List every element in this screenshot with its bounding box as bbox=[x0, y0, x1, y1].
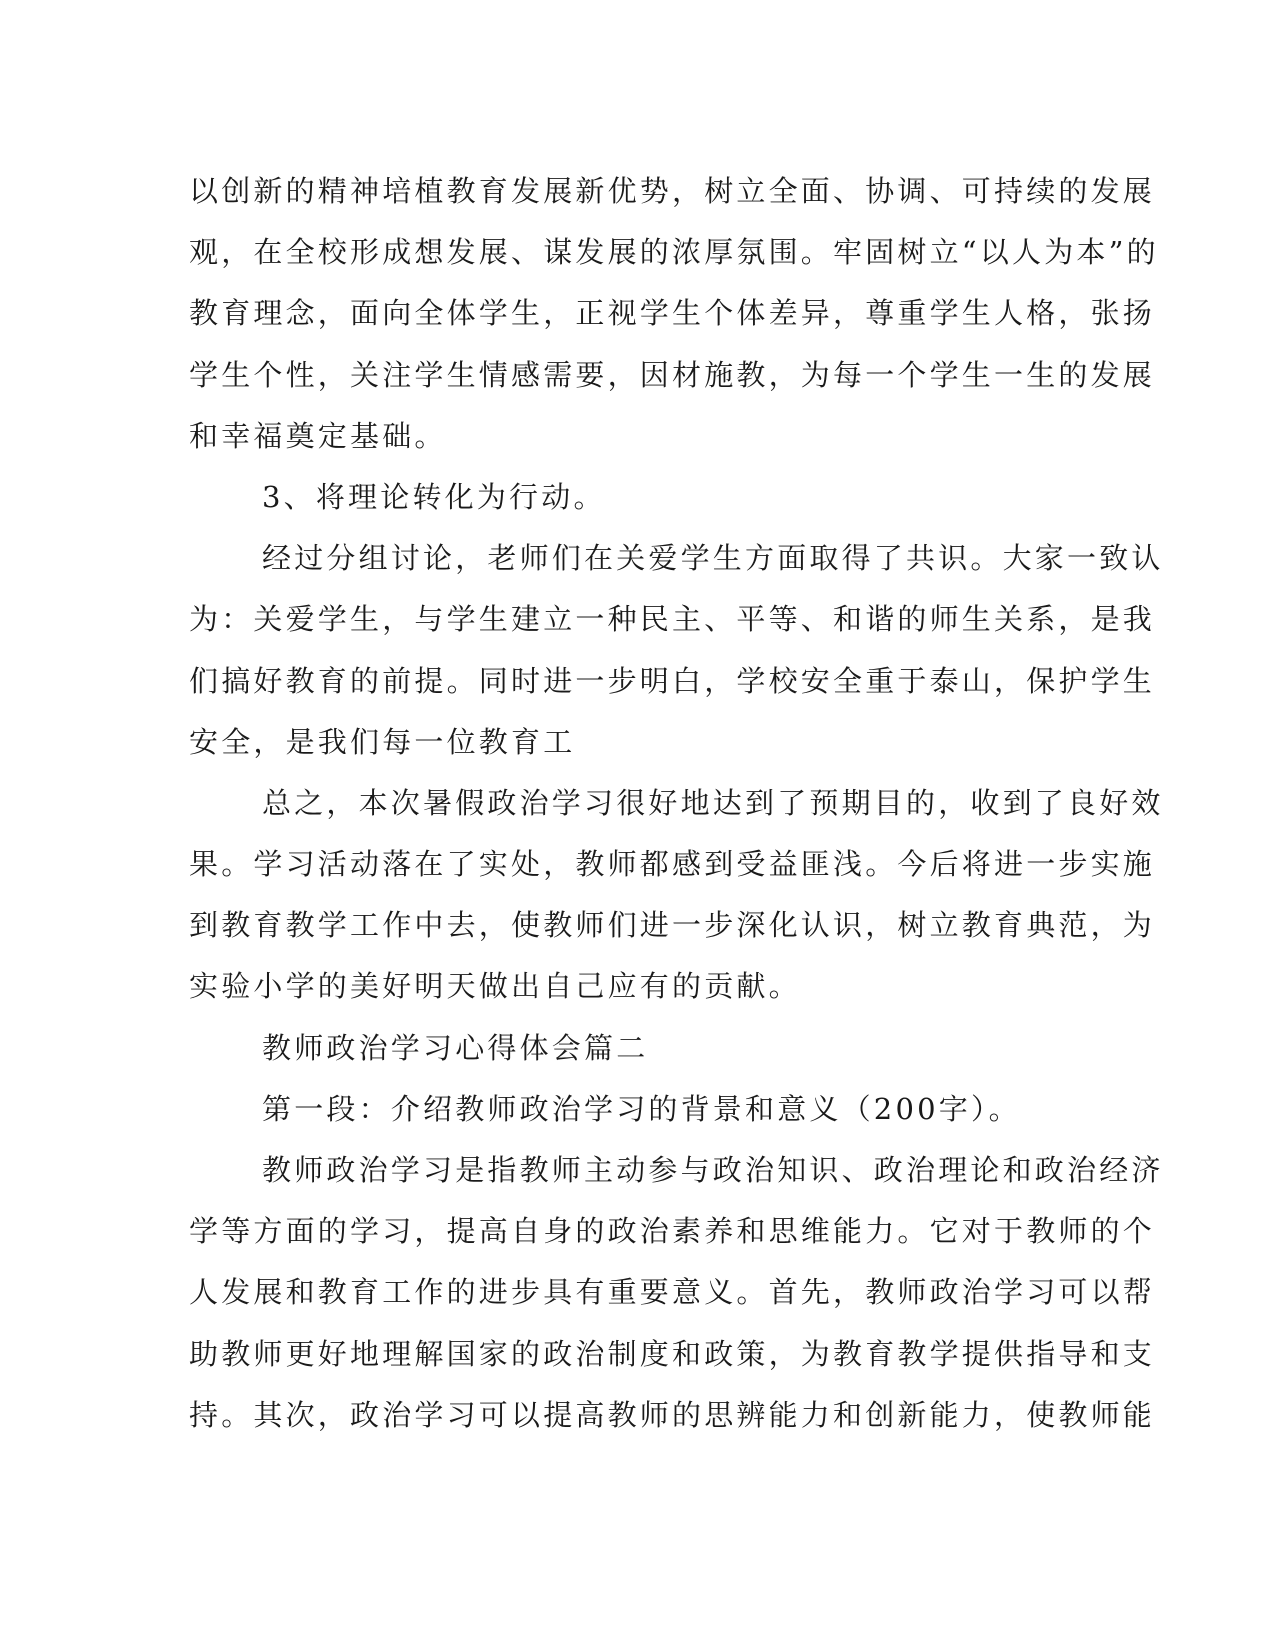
line-text: 实验小学的美好明天做出自己应有的贡献。 bbox=[189, 969, 801, 1004]
line-text: 到教育教学工作中去，使教师们进一步深化认识，树立教育典范，为 bbox=[189, 908, 1156, 943]
text-line bbox=[189, 1324, 1156, 1385]
text-line bbox=[189, 651, 1156, 712]
text-line bbox=[189, 528, 1164, 589]
line-text: 果。学习活动落在了实处，教师都感到受益匪浅。今后将进一步实施 bbox=[189, 847, 1156, 882]
line-text: 学等方面的学习，提高自身的政治素养和思维能力。它对于教师的个 bbox=[189, 1214, 1156, 1249]
line-text: 经过分组讨论，老师们在关爱学生方面取得了共识。大家一致认 bbox=[262, 541, 1164, 576]
line-text: 们搞好教育的前提。同时进一步明白，学校安全重于泰山，保护学生 bbox=[189, 663, 1156, 698]
text-line bbox=[189, 283, 1156, 344]
line-text: 观，在全校形成想发展、谋发展的浓厚氛围。牢固树立“以人为本”的 bbox=[189, 235, 1159, 270]
line-text: 安全，是我们每一位教育工 bbox=[189, 724, 576, 759]
text-line bbox=[189, 834, 1156, 895]
line-text: 3、将理论转化为行动。 bbox=[262, 479, 606, 514]
text-line bbox=[189, 773, 1164, 834]
section-heading bbox=[189, 467, 1069, 528]
line-text: 教育理念，面向全体学生，正视学生个体差异，尊重学生人格，张扬 bbox=[189, 296, 1156, 331]
line-text: 总之，本次暑假政治学习很好地达到了预期目的，收到了良好效 bbox=[262, 785, 1164, 820]
line-text: 第一段：介绍教师政治学习的背景和意义（200字）。 bbox=[262, 1091, 1021, 1126]
line-text: 和幸福奠定基础。 bbox=[189, 418, 447, 453]
text-line bbox=[189, 1262, 1156, 1323]
line-text: 助教师更好地理解国家的政治制度和政策，为教育教学提供指导和支 bbox=[189, 1336, 1156, 1371]
line-text: 以创新的精神培植教育发展新优势，树立全面、协调、可持续的发展 bbox=[189, 174, 1156, 208]
text-line bbox=[189, 222, 1159, 283]
line-text: 为：关爱学生，与学生建立一种民主、平等、和谐的师生关系，是我 bbox=[189, 602, 1156, 637]
text-line bbox=[189, 712, 1069, 773]
line-text: 教师政治学习心得体会篇二 bbox=[262, 1030, 649, 1065]
text-line bbox=[189, 406, 1069, 467]
section-heading bbox=[189, 1079, 1069, 1140]
text-line bbox=[189, 895, 1156, 956]
text-line bbox=[189, 345, 1156, 406]
document-body bbox=[189, 161, 1164, 1446]
line-text: 持。其次，政治学习可以提高教师的思辨能力和创新能力，使教师能 bbox=[189, 1397, 1156, 1432]
line-text: 人发展和教育工作的进步具有重要意义。首先，教师政治学习可以帮 bbox=[189, 1275, 1156, 1310]
text-line bbox=[189, 161, 1156, 222]
text-line bbox=[189, 1201, 1156, 1262]
article-title bbox=[189, 1018, 1069, 1079]
line-text: 学生个性，关注学生情感需要，因材施教，为每一个学生一生的发展 bbox=[189, 357, 1156, 392]
line-text: 教师政治学习是指教师主动参与政治知识、政治理论和政治经济 bbox=[262, 1153, 1164, 1187]
text-line bbox=[189, 1385, 1156, 1446]
text-line bbox=[189, 1140, 1164, 1201]
text-line bbox=[189, 956, 1069, 1017]
text-line bbox=[189, 589, 1156, 650]
